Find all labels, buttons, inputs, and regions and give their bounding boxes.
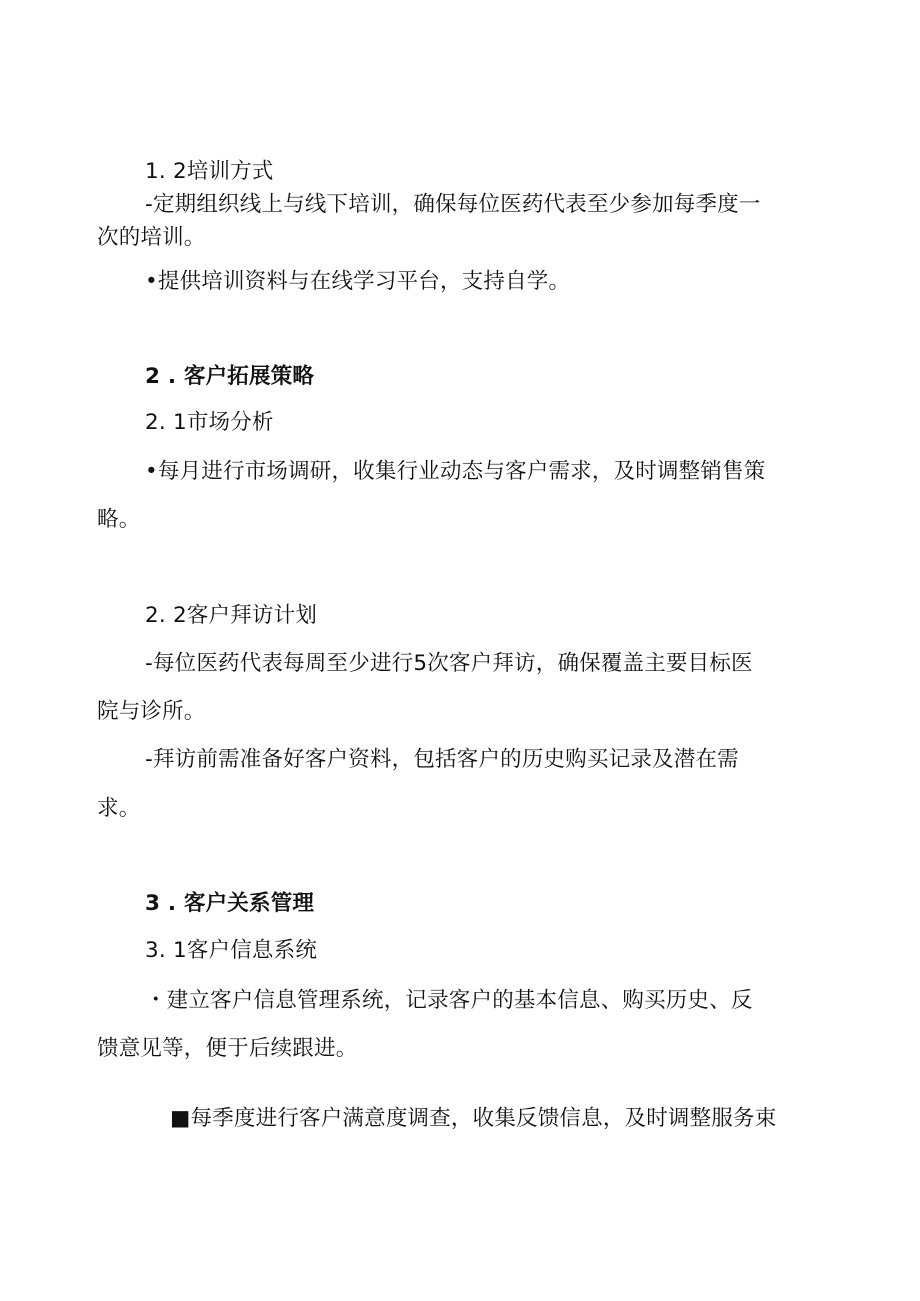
section-2-heading: 2 . 客户拓展策略	[145, 364, 315, 389]
paragraph-line: 馈意见等，便于后续跟进。	[97, 1036, 358, 1061]
paragraph-line: -拜访前需准备好客户资料，包括客户的历史购买记录及潜在需	[145, 747, 739, 772]
paragraph-line: -每位医药代表每周至少进行5次客户拜访，确保覆盖主要目标医	[145, 651, 753, 676]
section-1-2-title: 1. 2培训方式	[145, 159, 274, 184]
section-2-1-title: 2. 1市场分析	[145, 410, 274, 435]
bullet-item: ・建立客户信息管理系统，记录客户的基本信息、购买历史、反	[145, 988, 753, 1013]
paragraph-line: -定期组织线上与线下培训，确保每位医药代表至少参加每季度一	[145, 192, 761, 217]
paragraph-line: 次的培训。	[97, 225, 206, 250]
bullet-item: •提供培训资料与在线学习平台，支持自学。	[145, 269, 571, 294]
paragraph-line: 略。	[97, 507, 141, 532]
section-3-heading: 3 . 客户关系管理	[145, 891, 315, 916]
paragraph-line: 求。	[97, 796, 141, 821]
bullet-item: ■每季度进行客户满意度调查，收集反馈信息，及时调整服务束	[170, 1106, 777, 1131]
section-2-2-title: 2. 2客户拜访计划	[145, 603, 318, 628]
bullet-item: •每月进行市场调研，收集行业动态与客户需求，及时调整销售策	[145, 459, 766, 484]
paragraph-line: 院与诊所。	[97, 699, 206, 724]
section-3-1-title: 3. 1客户信息系统	[145, 938, 318, 963]
